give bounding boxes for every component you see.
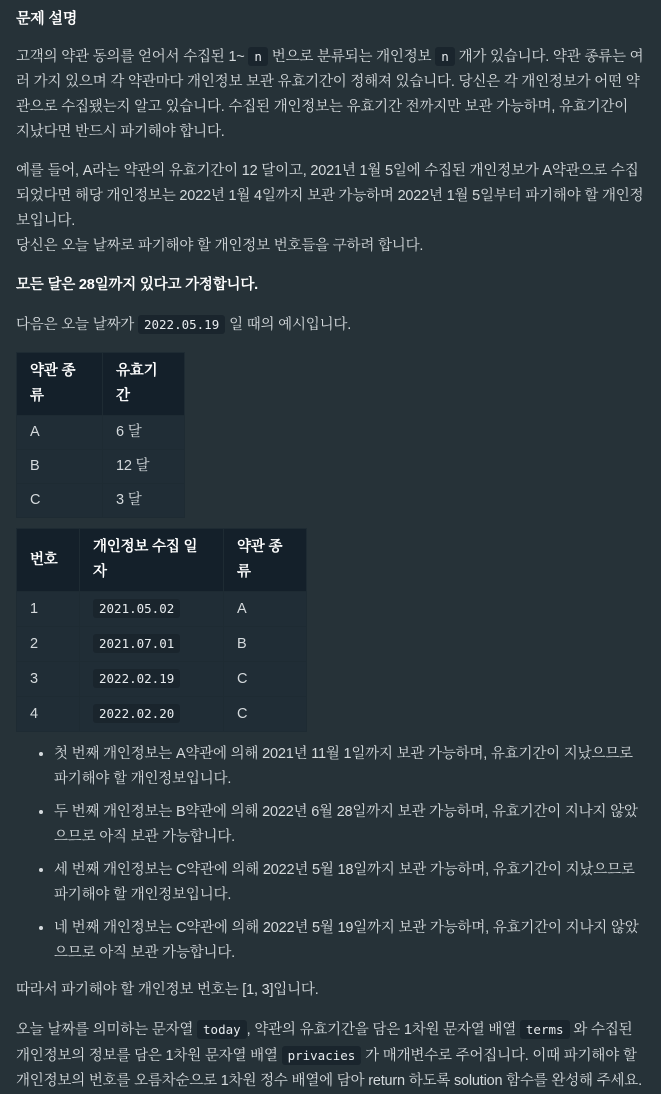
conclusion-paragraph: 따라서 파기해야 할 개인정보 번호는 [1, 3]입니다. xyxy=(16,982,319,998)
table-cell xyxy=(80,662,224,697)
table-cell xyxy=(80,592,224,627)
code-date: 2021.07.01 xyxy=(93,634,180,653)
code-date: 2022.02.19 xyxy=(93,669,180,688)
table-row xyxy=(17,592,307,627)
table-cell: 1 xyxy=(17,592,80,627)
table-cell: C xyxy=(17,484,103,518)
example-text: 예를 들어, A라는 약관의 유효기간이 12 달이고, 2021년 1월 5일에 수집된 개인정보가 A약관으로 수집되었다면 해당 개인정보는 2022년 1월 4일까지 보관 가능하며 2022년 1월 5일부터 파기해야 할 개인정보입니다. xyxy=(16,163,644,229)
code-n: n xyxy=(435,47,455,66)
table-cell: C xyxy=(224,662,307,697)
table-cell: 12 달 xyxy=(103,450,185,484)
explanation-list xyxy=(16,742,645,966)
intro-text-3: 개가 있습니다. 약관 종류는 여러 가지 있으며 각 약관마다 개인정보 보관 유효기간이 정해져 있습니다. 당신은 각 개인정보가 어떤 약관으로 수집됐는지 알고 있습니다. 수집된 개인정보는 유효기간 전까지만 보관 가능하며, 유효기간이 지났다면 반드시 파기해야 합니다. xyxy=(16,49,644,140)
table-cell: 4 xyxy=(17,697,80,732)
example-paragraph xyxy=(16,159,645,259)
table-row xyxy=(17,697,307,732)
intro-text-1: 고객의 약관 동의를 얻어서 수집된 1~ xyxy=(16,49,245,65)
table-cell: B xyxy=(17,450,103,484)
final-paragraph xyxy=(16,1017,645,1094)
final-text-1: 오늘 날짜를 의미하는 문자열 xyxy=(16,1022,194,1038)
code-n: n xyxy=(248,47,268,66)
section-title: 문제 설명 xyxy=(16,10,78,27)
intro-paragraph xyxy=(16,44,645,145)
code-today-date: 2022.05.19 xyxy=(138,315,225,334)
column-header: 약관 종류 xyxy=(17,353,103,416)
code-date: 2022.02.20 xyxy=(93,704,180,723)
list-item: • 첫 번째 개인정보는 A약관에 의해 2021년 11월 1일까지 보관 가능하며, 유효기간이 지났으므로 파기해야 할 개인정보입니다. xyxy=(54,742,645,792)
table-cell: C xyxy=(224,697,307,732)
table-header-row xyxy=(17,353,185,416)
final-text-3: 와 수집된 개인정보의 정보를 담은 1차원 문자열 배열 xyxy=(16,1022,633,1064)
table-cell: 3 달 xyxy=(103,484,185,518)
table-row xyxy=(17,416,185,450)
code-privacies: privacies xyxy=(282,1046,362,1065)
final-text-2: , 약관의 유효기간을 담은 1차원 문자열 배열 xyxy=(246,1022,517,1038)
table-cell: B xyxy=(224,627,307,662)
column-header: 약관 종류 xyxy=(224,529,307,592)
column-header: 개인정보 수집 일자 xyxy=(80,529,224,592)
intro-text-2: 번으로 분류되는 개인정보 xyxy=(271,49,432,65)
table-cell: A xyxy=(17,416,103,450)
table-row xyxy=(17,627,307,662)
column-header: 번호 xyxy=(17,529,80,592)
table-header-row xyxy=(17,529,307,592)
table-cell: 3 xyxy=(17,662,80,697)
code-terms: terms xyxy=(520,1020,570,1039)
table-cell xyxy=(80,697,224,732)
table-cell: A xyxy=(224,592,307,627)
list-item: • 두 번째 개인정보는 B약관에 의해 2022년 6월 28일까지 보관 가능하며, 유효기간이 지나지 않았으므로 아직 보관 가능합니다. xyxy=(54,800,645,850)
code-date: 2021.05.02 xyxy=(93,599,180,618)
table-row xyxy=(17,662,307,697)
table-cell xyxy=(80,627,224,662)
list-item: • 네 번째 개인정보는 C약관에 의해 2022년 5월 19일까지 보관 가능하며, 유효기간이 지나지 않았으므로 아직 보관 가능합니다. xyxy=(54,916,645,966)
table-cell: 2 xyxy=(17,627,80,662)
final-text-4: 가 매개변수로 주어집니다. 이때 파기해야 할 개인정보의 번호를 오름차순으로 1차원 정수 배열에 담아 return 하도록 solution 함수를 완성해 주세요. xyxy=(16,1048,642,1089)
list-item: • 세 번째 개인정보는 C약관에 의해 2022년 5월 18일까지 보관 가능하며, 유효기간이 지났으므로 파기해야 할 개인정보입니다. xyxy=(54,858,645,908)
today-text-1: 다음은 오늘 날짜가 xyxy=(16,317,135,333)
today-text-2: 일 때의 예시입니다. xyxy=(229,317,352,333)
privacies-table xyxy=(16,528,307,732)
terms-table xyxy=(16,352,185,518)
table-row xyxy=(17,484,185,518)
column-header: 유효기간 xyxy=(103,353,185,416)
today-paragraph xyxy=(16,312,645,338)
code-today: today xyxy=(197,1020,247,1039)
assumption-text: 모든 달은 28일까지 있다고 가정합니다. xyxy=(16,277,258,293)
table-cell: 6 달 xyxy=(103,416,185,450)
table-row xyxy=(17,450,185,484)
goal-text: 당신은 오늘 날짜로 파기해야 할 개인정보 번호들을 구하려 합니다. xyxy=(16,238,424,254)
assumption-paragraph xyxy=(16,273,645,298)
